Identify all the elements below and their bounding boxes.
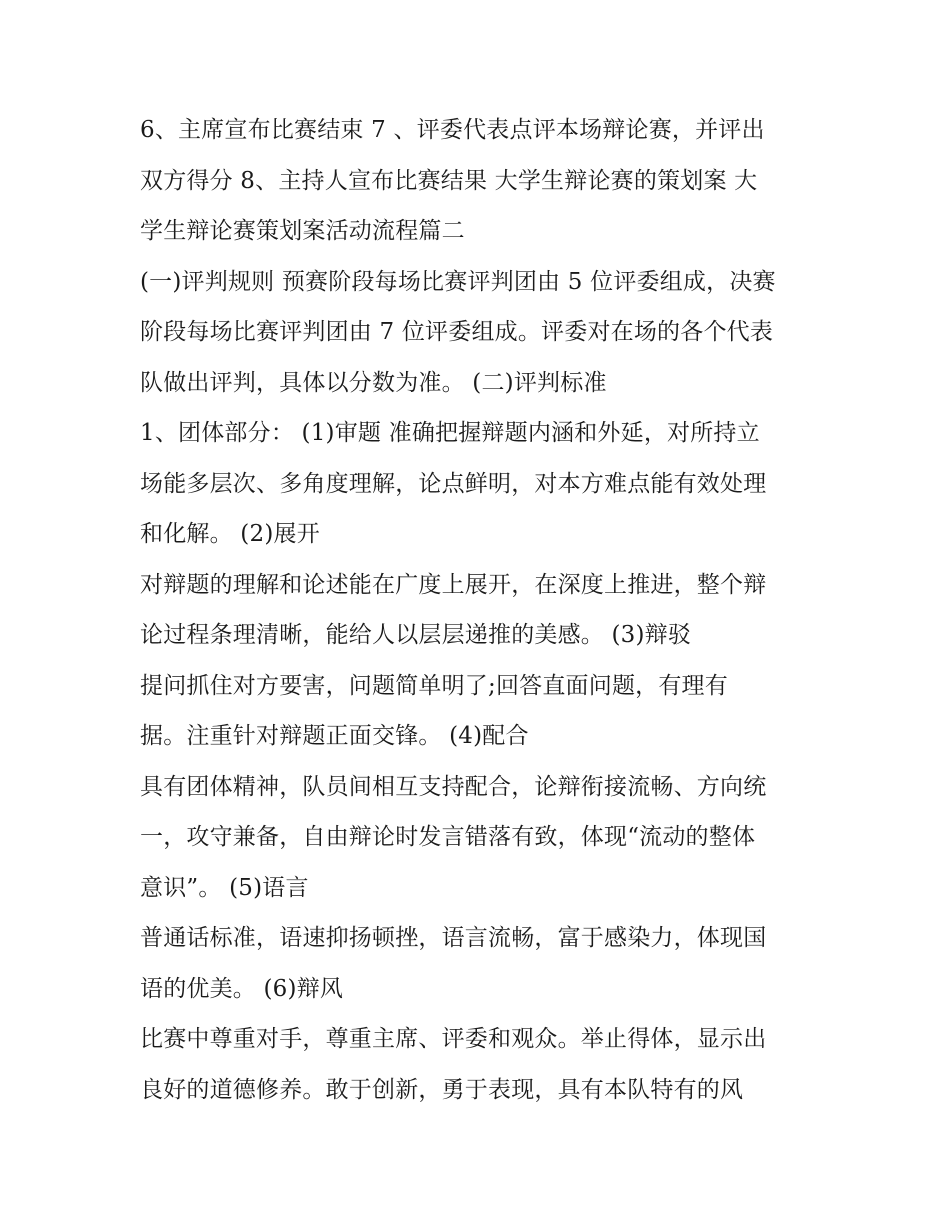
text-line-17: 普通话标准，语速抑扬顿挫，语言流畅，富于感染力，体现国 <box>140 925 767 951</box>
text-line-11: 论过程条理清晰，能给人以层层递推的美感。 (3)辩驳 <box>140 622 692 648</box>
text-line-15: 一，攻守兼备，自由辩论时发言错落有致，体现“流动的整体 <box>140 824 756 850</box>
text-line-3: 学生辩论赛策划案活动流程篇二 <box>140 218 465 244</box>
text-line-19: 比赛中尊重对手，尊重主席、评委和观众。举止得体，显示出 <box>140 1026 767 1052</box>
text-line-20: 良好的道德修养。敢于创新，勇于表现，具有本队特有的风 <box>140 1076 744 1103</box>
text-line-7: 1、团体部分： (1)审题 准确把握辩题内涵和外延，对所持立 <box>140 420 760 446</box>
text-line-4: (一)评判规则 预赛阶段每场比赛评判团由 5 位评委组成，决赛 <box>140 268 776 295</box>
text-line-13: 据。注重针对辩题正面交锋。 (4)配合 <box>140 723 529 749</box>
document-body <box>140 110 820 1120</box>
text-line-6: 队做出评判，具体以分数为准。 (二)评判标准 <box>140 369 607 396</box>
text-line-18: 语的优美。 (6)辩风 <box>140 975 344 1002</box>
text-line-12: 提问抓住对方要害，问题简单明了;回答直面问题，有理有 <box>140 672 728 699</box>
text-line-1: 6、主席宣布比赛结束 7 、评委代表点评本场辩论赛，并评出 <box>140 117 765 143</box>
text-line-10: 对辩题的理解和论述能在广度上展开，在深度上推进，整个辩 <box>140 571 767 598</box>
text-line-2: 双方得分 8、主持人宣布比赛结果 大学生辩论赛的策划案 大 <box>140 167 758 194</box>
text-line-8: 场能多层次、多角度理解，论点鲜明，对本方难点能有效处理 <box>140 470 767 497</box>
text-line-14: 具有团体精神，队员间相互支持配合，论辩衔接流畅、方向统 <box>140 773 767 800</box>
text-line-5: 阶段每场比赛评判团由 7 位评委组成。评委对在场的各个代表 <box>140 319 774 345</box>
text-line-16: 意识”。 (5)语言 <box>140 874 309 901</box>
text-line-9: 和化解。 (2)展开 <box>140 521 320 547</box>
